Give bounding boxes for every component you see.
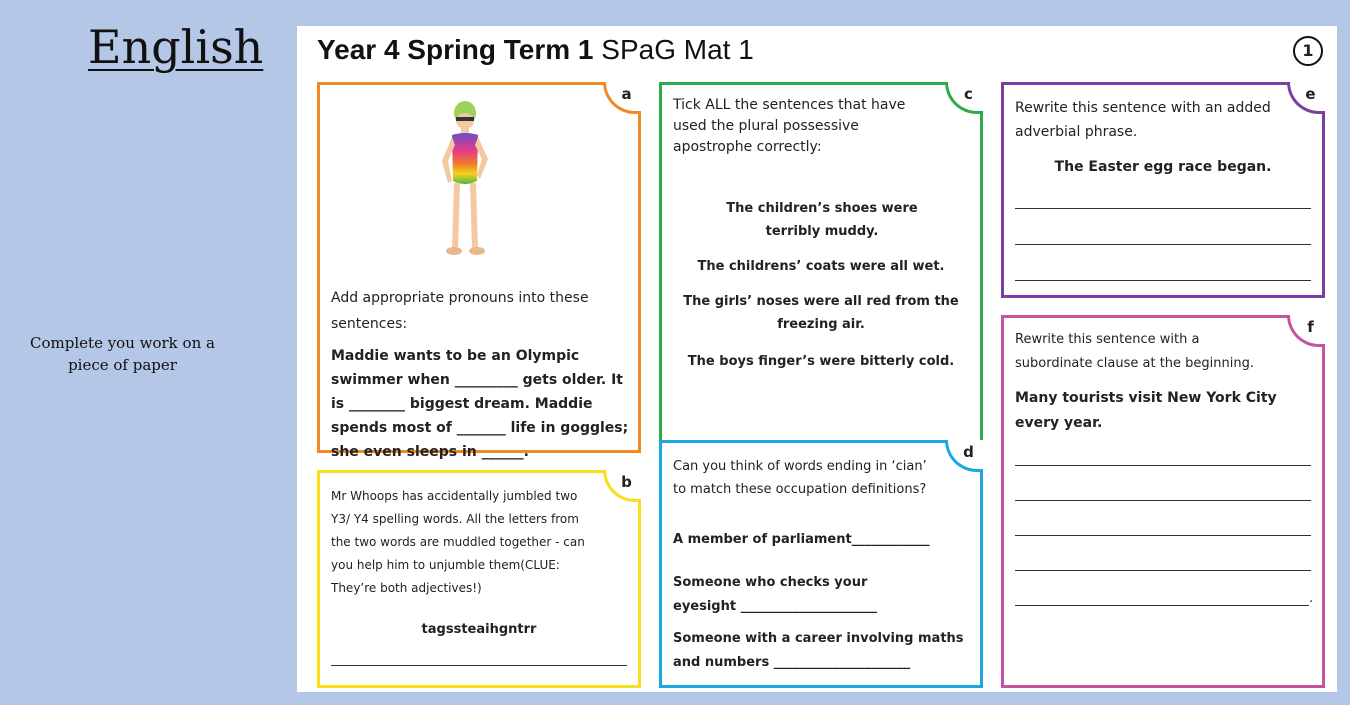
sentence-1: The children’s shoes were terribly muddy. bbox=[726, 201, 918, 239]
swimmer-illustration bbox=[430, 99, 500, 257]
answer-line bbox=[1015, 605, 1309, 606]
sentence-3: The girls’ noses were all red from the freezing air. bbox=[683, 294, 959, 332]
answer-line bbox=[1015, 500, 1311, 501]
title-bold: Year 4 Spring Term 1 bbox=[317, 34, 594, 65]
card-e-sentence: The Easter egg race began. bbox=[1054, 159, 1272, 175]
card-e-instruction: Rewrite this sentence with an added adverbial phrase. bbox=[1015, 100, 1271, 140]
card-b-label: b bbox=[603, 470, 641, 502]
card-f bbox=[1001, 315, 1325, 688]
instruction-note: Complete you work on a piece of paper bbox=[30, 334, 215, 374]
card-c bbox=[659, 82, 983, 449]
page-title bbox=[317, 34, 754, 66]
sentence-4: The boys finger’s were bitterly cold. bbox=[687, 354, 955, 369]
spag-mat-sheet bbox=[297, 26, 1337, 692]
page-number-badge: 1 bbox=[1293, 36, 1323, 66]
card-a-instruction: Add appropriate pronouns into these sentences: bbox=[331, 290, 589, 332]
answer-line bbox=[331, 665, 627, 666]
card-b-instruction: Mr Whoops has accidentally jumbled two Y3/ Y4 spelling words. All the letters from the two words are muddled together - can you help him to unjumble them(CLUE: They’re both adjectives!) bbox=[331, 489, 585, 595]
answer-line bbox=[1015, 280, 1311, 281]
card-d bbox=[659, 440, 983, 688]
english-heading: English bbox=[88, 20, 264, 74]
card-d-instruction: Can you think of words ending in ‘cian’ to match these occupation definitions? bbox=[673, 459, 927, 497]
answer-line bbox=[1015, 208, 1311, 209]
card-f-label: f bbox=[1287, 315, 1325, 347]
card-d-label: d bbox=[945, 440, 983, 472]
title-rest: SPaG Mat 1 bbox=[593, 34, 754, 65]
answer-line bbox=[1015, 570, 1311, 571]
answer-line bbox=[1015, 465, 1311, 466]
card-e bbox=[1001, 82, 1325, 298]
definition-3: Someone with a career involving maths and numbers _____________________ bbox=[673, 631, 964, 670]
card-a-text: Maddie wants to be an Olympic swimmer when _________ gets older. It is ________ biggest dream. Maddie spends most of _______ life in goggles; she even sleeps in ______. bbox=[331, 348, 629, 460]
card-e-label: e bbox=[1287, 82, 1325, 114]
sentence-2: The childrens’ coats were all wet. bbox=[697, 259, 945, 274]
card-b bbox=[317, 470, 641, 688]
definition-2: Someone who checks your eyesight _____________________ bbox=[673, 575, 878, 614]
jumbled-letters: tagssteaihgntrr bbox=[421, 622, 537, 637]
card-f-sentence: Many tourists visit New York City every year. bbox=[1015, 390, 1277, 431]
card-a-label: a bbox=[603, 82, 641, 114]
card-a bbox=[317, 82, 641, 460]
card-c-label: c bbox=[945, 82, 983, 114]
answer-line bbox=[1015, 535, 1311, 536]
definition-1: A member of parliament____________ bbox=[673, 532, 930, 547]
end-mark: . bbox=[1309, 591, 1314, 606]
answer-line bbox=[1015, 244, 1311, 245]
card-c-instruction: Tick ALL the sentences that have used the plural possessive apostrophe correctly: bbox=[673, 97, 906, 155]
card-f-instruction: Rewrite this sentence with a subordinate clause at the beginning. bbox=[1015, 332, 1254, 371]
